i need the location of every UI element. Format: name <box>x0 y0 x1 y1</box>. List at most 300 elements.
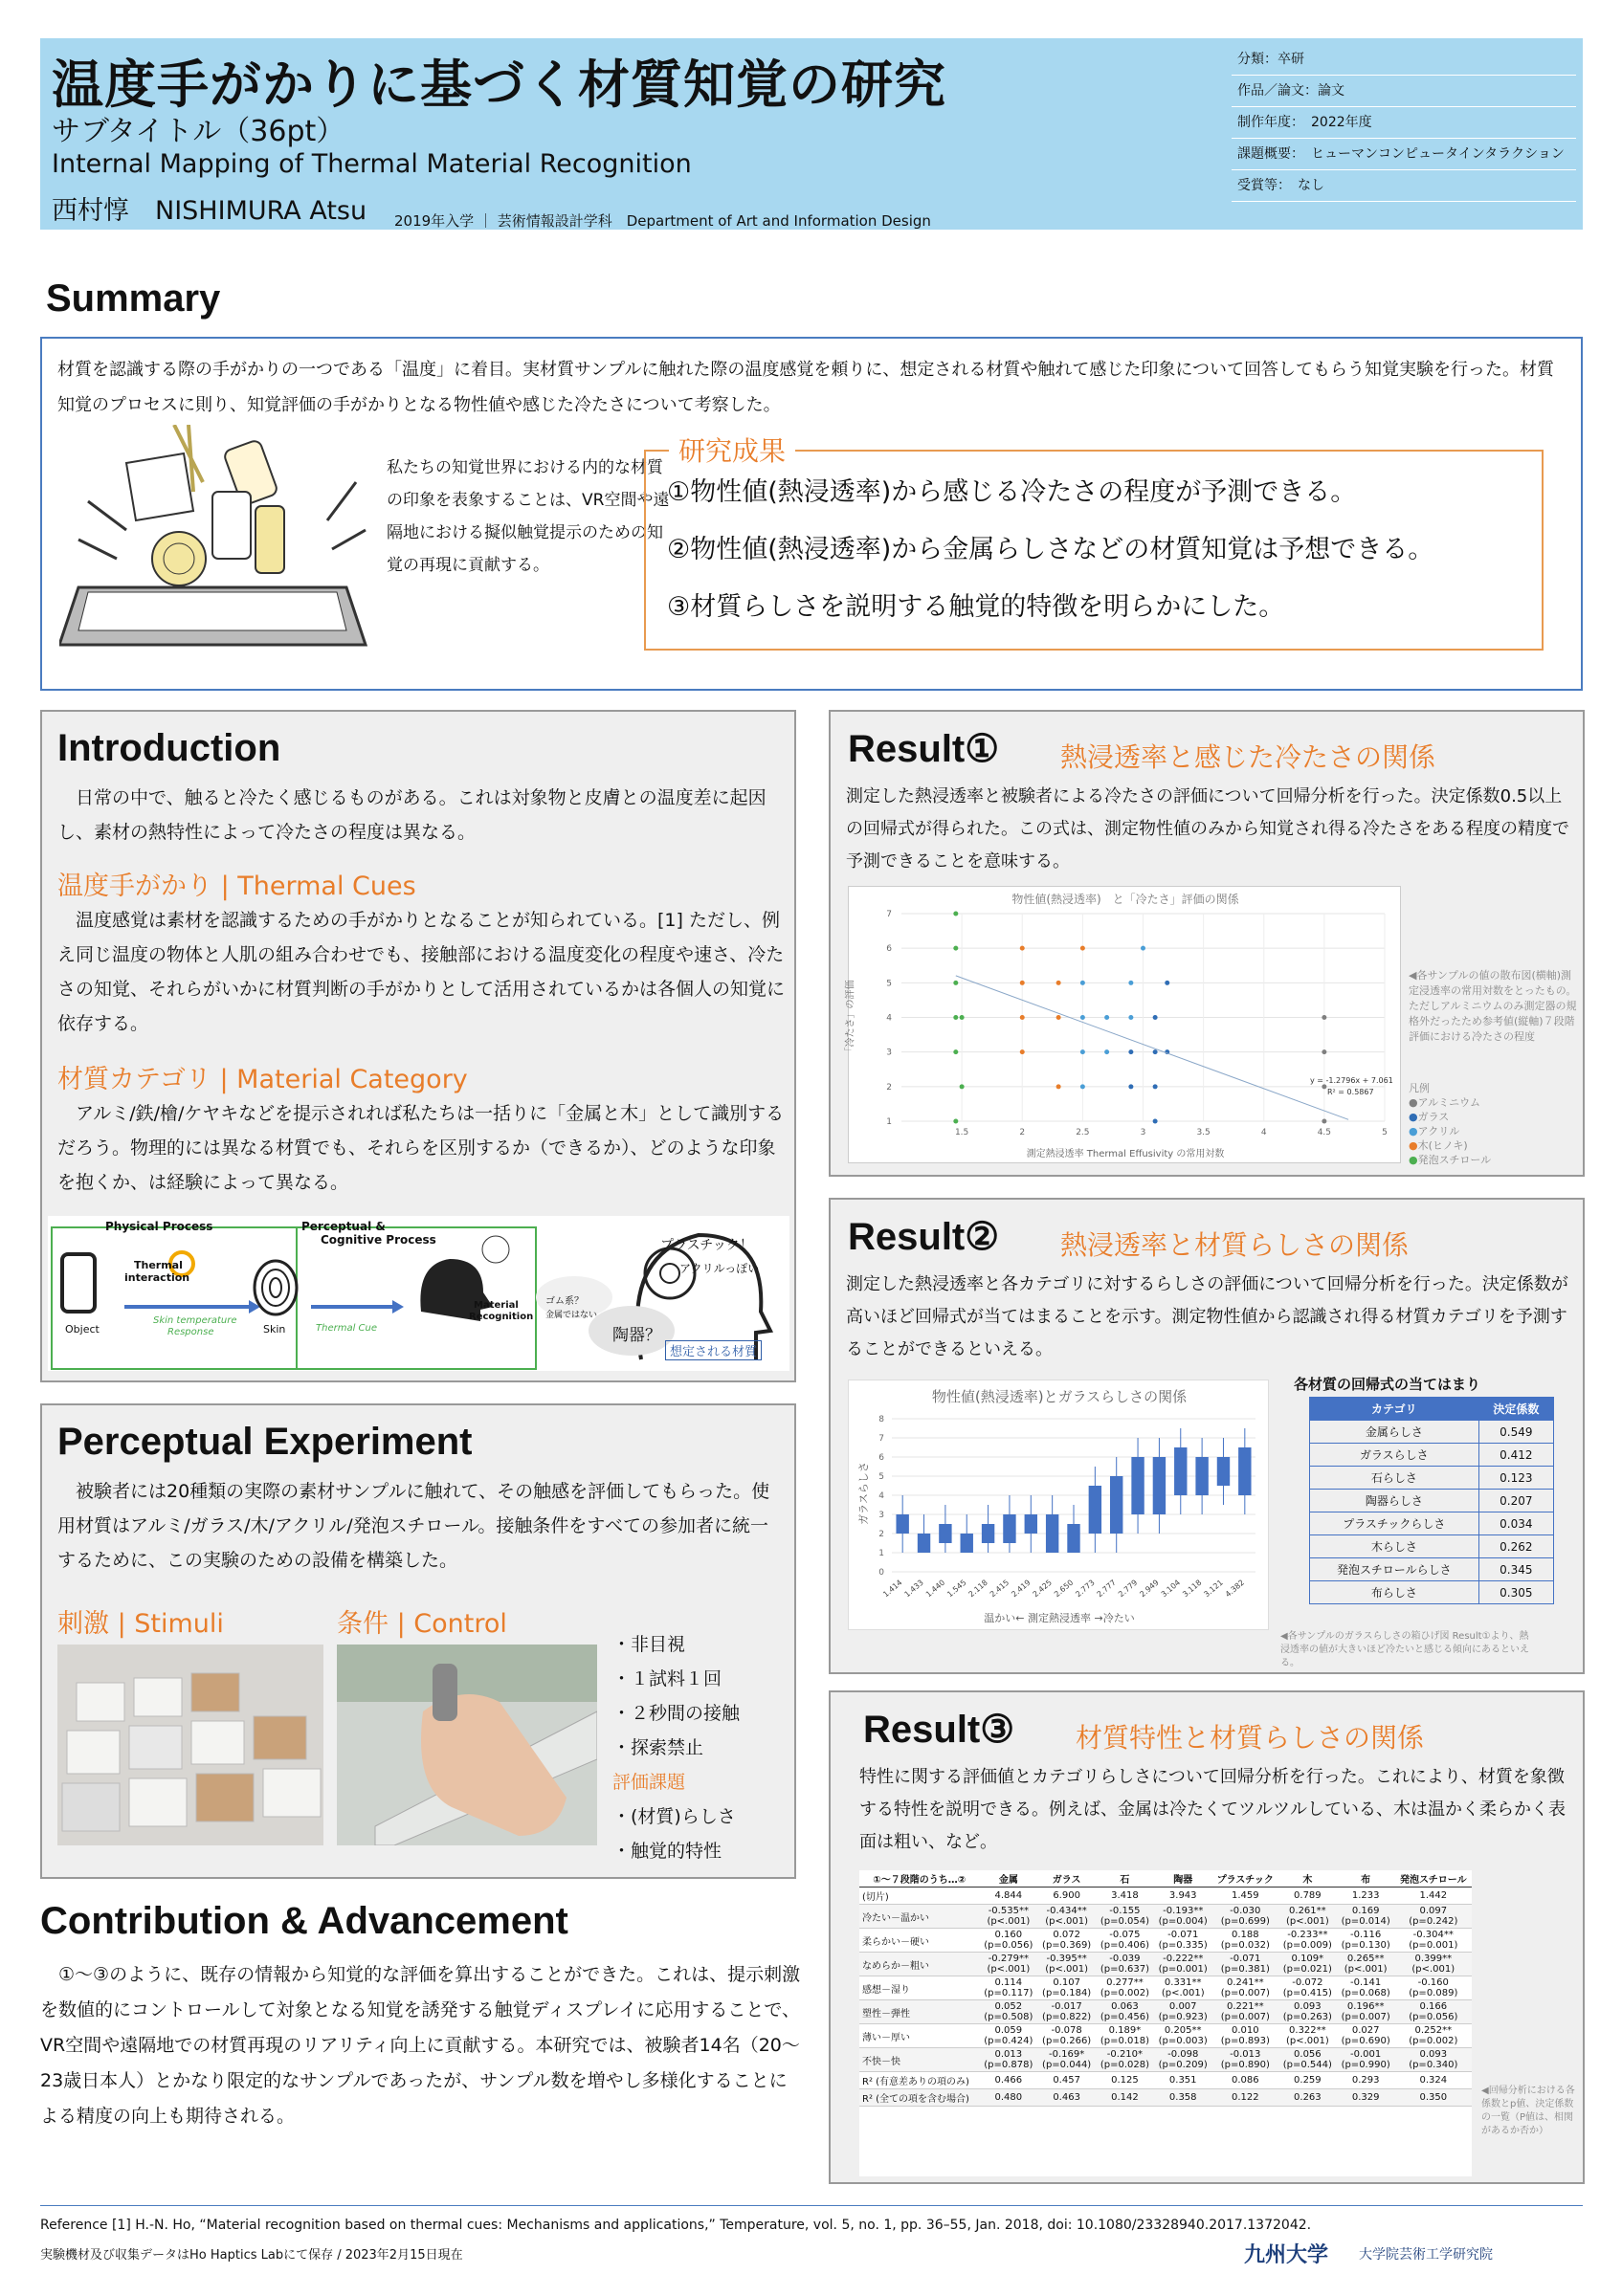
regression-cell: 0.166 (p=0.056) <box>1395 2000 1472 2024</box>
result3-panel <box>829 1690 1585 2184</box>
result1-title: Result① <box>848 728 1000 770</box>
scatter-point <box>1141 946 1145 951</box>
scatter-xtick: 2 <box>1019 1128 1026 1137</box>
regression-row-label: 不快－快 <box>859 2048 979 2072</box>
box-ytick: 7 <box>878 1434 884 1444</box>
box-rect <box>896 1514 908 1534</box>
fit-table-category: プラスチックらしさ <box>1310 1512 1479 1535</box>
box-rect <box>1238 1447 1251 1495</box>
regression-cell: 0.059 (p=0.424) <box>979 2024 1037 2048</box>
regression-cell: 0.196** (p=0.007) <box>1337 2000 1395 2024</box>
scatter-point <box>1322 1084 1326 1089</box>
control-item-4: ・探索禁止 <box>612 1737 704 1758</box>
materials-illustration <box>59 425 385 654</box>
legend-item-wood: ●木(ヒノキ) <box>1409 1139 1468 1152</box>
regression-cell: 0.457 <box>1037 2072 1096 2089</box>
regression-cell: -0.078 (p=0.266) <box>1037 2024 1096 2048</box>
box-rect <box>939 1524 951 1543</box>
regression-cell: 0.052 (p=0.508) <box>979 2000 1037 2024</box>
legend-item-styrofoam: ●発泡スチロール <box>1409 1154 1492 1166</box>
kyushu-logo: 九州大学 <box>1244 2243 1329 2267</box>
box-rect <box>982 1524 994 1543</box>
box-rect <box>1217 1457 1230 1486</box>
regression-cell: 0.093 (p=0.340) <box>1395 2048 1472 2072</box>
perceptual-label: Perceptual & <box>301 1220 386 1233</box>
box-ytick: 4 <box>878 1491 884 1501</box>
scatter-point <box>1153 1119 1158 1124</box>
regression-cell: 0.013 (p=0.878) <box>979 2048 1037 2072</box>
material-category-heading: 材質カテゴリ | Material Category <box>57 1065 468 1094</box>
scatter-xtick: 4 <box>1260 1128 1267 1137</box>
regression-cell: 0.125 <box>1096 2072 1154 2089</box>
regression-cell: 0.142 <box>1096 2089 1154 2107</box>
box-xtick: 2.773 <box>1074 1578 1097 1600</box>
regression-cell: -0.075 (p=0.406) <box>1096 1929 1154 1953</box>
assumed-material-label: 想定される材質 <box>665 1340 762 1360</box>
scatter-point <box>1080 1049 1085 1054</box>
fit-table-head-category: カテゴリ <box>1310 1398 1479 1421</box>
finding-1: ①物性値(熱浸透率)から感じる冷たさの程度が予測できる。 <box>667 477 1357 507</box>
scatter-point <box>1128 1084 1133 1089</box>
scatter-point <box>1020 1049 1025 1054</box>
eval-item-2: ・触覚的特性 <box>612 1841 722 1862</box>
regression-table-header <box>859 1870 1472 1888</box>
control-item-3: ・２秒間の接触 <box>612 1703 741 1724</box>
box-xtick: 3.104 <box>1159 1578 1183 1600</box>
scatter-point <box>960 1015 965 1020</box>
box-xtick: 1.545 <box>945 1578 968 1600</box>
box-ytick: 5 <box>878 1472 884 1482</box>
scatter-xtick: 3 <box>1140 1128 1146 1137</box>
scatter-r2: R² = 0.5867 <box>1327 1088 1374 1096</box>
control-photo <box>337 1645 597 1845</box>
regression-cell: 0.252** (p=0.002) <box>1395 2024 1472 2048</box>
gomu-guess: ゴム系？ <box>545 1296 584 1307</box>
regression-cell: -0.304** (p=0.001) <box>1395 1929 1472 1953</box>
interaction-label: interaction <box>124 1271 190 1284</box>
box-ytick: 8 <box>878 1415 884 1424</box>
metal-guess: 金属ではない <box>545 1311 598 1320</box>
box-ylabel: ガラスらしさ <box>856 1462 870 1525</box>
regression-cell: 0.463 <box>1037 2089 1096 2107</box>
regression-cell: 4.844 <box>979 1888 1037 1905</box>
regression-cell: 0.261** (p<.001) <box>1278 1905 1337 1929</box>
cognitive-label: Cognitive Process <box>321 1233 436 1247</box>
regression-cell: 0.072 (p=0.369) <box>1037 1929 1096 1953</box>
regression-cell: 0.122 <box>1212 2089 1278 2107</box>
result3-title: Result③ <box>863 1709 1015 1751</box>
result1-paragraph: 測定した熱浸透率と被験者による冷たさの評価について回帰分析を行った。決定係数0.5以上の回帰式が得られた。この式は、測定物性値のみから知覚され得る冷たさをある程度の精度で予測できることを意味する。 <box>846 786 1569 872</box>
regression-cell: 1.233 <box>1337 1888 1395 1905</box>
regression-table-row <box>859 2089 1472 2107</box>
regression-cell: 0.160 (p=0.056) <box>979 1929 1037 1953</box>
control-list <box>612 1627 740 1868</box>
physical-process-label: Physical Process <box>105 1220 213 1233</box>
meta-category: 分類：卒研 <box>1232 44 1576 76</box>
findings-box <box>644 435 1544 651</box>
regression-cell: 0.277** (p=0.002) <box>1096 1976 1154 2000</box>
regression-cell: -0.155 (p=0.054) <box>1096 1905 1154 1929</box>
object-label: Object <box>65 1323 100 1336</box>
regression-cell: 0.114 (p=0.117) <box>979 1976 1037 2000</box>
scatter-point <box>1128 1049 1133 1054</box>
footer-note: 実験機材及び収集データはHo Haptics Labにて保存 / 2023年2月15日現在 <box>40 2248 463 2263</box>
fit-table-category: 石らしさ <box>1310 1467 1479 1490</box>
thermal-cue-label: Thermal Cue <box>316 1323 378 1334</box>
box-ytick: 0 <box>878 1568 884 1578</box>
scatter-ytick: 4 <box>886 1013 892 1024</box>
regression-cell: -0.030 (p=0.699) <box>1212 1905 1278 1929</box>
experiment-paragraph: 被験者には20種類の実際の素材サンプルに触れて、その触感を評価してもらった。使用材質はアルミ/ガラス/木/アクリル/発泡スチロール。接触条件をすべての参加者に統一するために、この実験のための設備を構築した。 <box>57 1481 770 1571</box>
intro-heading: Introduction <box>57 727 281 769</box>
result3-note: ◀回帰分析における各係数とp値、決定係数の一覧（P値は、相関があるか否か） <box>1481 2086 1575 2136</box>
box-xtick: 2.779 <box>1117 1578 1140 1600</box>
regression-cell: 0.093 (p=0.263) <box>1278 2000 1337 2024</box>
scatter-point <box>1322 1015 1326 1020</box>
footer-divider <box>40 2205 1583 2206</box>
plastic-guess: プラスチック！ <box>660 1238 753 1253</box>
scatter-xtick: 1.5 <box>954 1128 969 1137</box>
regression-cell: 0.322** (p<.001) <box>1278 2024 1337 2048</box>
box-rect <box>1110 1476 1122 1534</box>
scatter-point <box>1322 1049 1326 1054</box>
regression-cell: 0.063 (p=0.456) <box>1096 2000 1154 2024</box>
legend-item-glass: ●ガラス <box>1409 1111 1450 1123</box>
regression-cell: -0.535** (p<.001) <box>979 1905 1037 1929</box>
thermal-cues-heading: 温度手がかり | Thermal Cues <box>57 872 416 901</box>
finding-3: ③材質らしさを説明する触覚的特徴を明らかにした。 <box>667 592 1285 622</box>
box-chart-frame <box>848 1380 1269 1630</box>
contribution-paragraph: ①〜③のように、既存の情報から知覚的な評価を算出することができた。これは、提示刺激を数値的にコントロールして対象となる知覚を誘発する触覚ディスプレイに応用することで、VR空間や遠隔地での材質再現のリアリティ向上に貢献する。本研究では、被験者14名（20〜23歳日本人）とかなり限定的なサンプルであったが、サンプル数を増やし多様化することによる精度の向上も期待される。 <box>40 1964 801 2127</box>
skin-temp-label: Skin temperature <box>153 1315 237 1326</box>
regression-cell: -0.233** (p=0.009) <box>1278 1929 1337 1953</box>
regression-cell: -0.072 (p=0.415) <box>1278 1976 1337 2000</box>
scatter-chart-frame <box>845 886 1401 1163</box>
scatter-point <box>1080 1084 1085 1089</box>
scatter-point <box>1104 1015 1109 1020</box>
regression-cell: -0.071 (p=0.381) <box>1212 1953 1278 1976</box>
intro-paragraph-1: 日常の中で、触ると冷たく感じるものがある。これは対象物と皮膚との温度差に起因し、素材の熱特性によって冷たさの程度は異なる。 <box>57 787 767 843</box>
regression-cell: 0.350 <box>1395 2089 1472 2107</box>
fit-table-value: 0.345 <box>1478 1558 1553 1581</box>
scatter-point <box>1153 1015 1158 1020</box>
regression-cell: 1.459 <box>1212 1888 1278 1905</box>
box-rect <box>918 1534 930 1553</box>
box-xtick: 2.777 <box>1095 1578 1118 1600</box>
finding-2: ②物性値(熱浸透率)から金属らしさなどの材質知覚は予想できる。 <box>667 535 1434 564</box>
box-xtick: 4.382 <box>1223 1578 1247 1600</box>
scatter-plot <box>849 887 1402 1164</box>
scatter-point <box>1104 1049 1109 1054</box>
regression-cell: 0.205** (p=0.003) <box>1154 2024 1212 2048</box>
regression-table-row <box>859 1953 1472 1976</box>
page-title: 温度手がかりに基づく材質知覚の研究 <box>52 55 946 115</box>
fit-table-title: 各材質の回帰式の当てはまり <box>1294 1376 1481 1393</box>
eval-item-1: ・(材質)らしさ <box>612 1806 736 1827</box>
ceramic-guess: 陶器？ <box>612 1326 661 1345</box>
scatter-point <box>953 912 958 916</box>
meta-type: 作品／論文：論文 <box>1232 76 1576 107</box>
scatter-point <box>1128 1015 1133 1020</box>
regression-row-label: 塑性－弾性 <box>859 2000 979 2024</box>
material-label: Material <box>474 1300 519 1311</box>
intro-paragraph-3: アルミ/鉄/檜/ケヤキなどを提示されれば私たちは一括りに「金属と木」として識別するだろう。物理的には異なる材質でも、それらを区別するか（できるか）、どのような印象を抱くか、は経験によって異なる。 <box>57 1103 785 1193</box>
legend-title: 凡例 <box>1409 1082 1430 1094</box>
regression-col-head: プラスチック <box>1212 1870 1278 1888</box>
box-xtick: 2.118 <box>967 1578 989 1600</box>
scatter-point <box>1153 1049 1158 1054</box>
regression-table-frame <box>859 1870 1472 2176</box>
regression-cell: 1.442 <box>1395 1888 1472 1905</box>
regression-table-row <box>859 2024 1472 2048</box>
fit-table-value: 0.412 <box>1478 1444 1553 1467</box>
fit-table-category: ガラスらしさ <box>1310 1444 1479 1467</box>
regression-cell: 0.241** (p=0.007) <box>1212 1976 1278 2000</box>
regression-cell: 0.109* (p=0.021) <box>1278 1953 1337 1976</box>
result2-note: ◀各サンプルのガラスらしさの箱ひげ図 Result①より、熱浸透率の値が大きいほど冷たいと感じる傾向にあるといえる。 <box>1280 1631 1529 1668</box>
box-xtick: 2.419 <box>1010 1578 1033 1600</box>
result2-paragraph: 測定した熱浸透率と各カテゴリに対するらしさの評価について回帰分析を行った。決定係数が高いほど回帰式が当てはまることを示す。測定物性値から認識され得る材質カテゴリを予測することができるといえる。 <box>846 1274 1568 1359</box>
scatter-point <box>1080 946 1085 951</box>
box-xtick: 2.425 <box>1031 1578 1054 1600</box>
regression-cell: 0.010 (p=0.893) <box>1212 2024 1278 2048</box>
scatter-ytick: 3 <box>886 1048 892 1058</box>
fit-table-row <box>1310 1512 1554 1535</box>
scatter-point <box>953 946 958 951</box>
regression-cell: 0.107 (p=0.184) <box>1037 1976 1096 2000</box>
scatter-ytick: 1 <box>886 1117 892 1127</box>
box-rect <box>1089 1486 1101 1534</box>
scatter-point <box>1165 981 1169 985</box>
regression-table-row <box>859 2000 1472 2024</box>
box-plot <box>849 1380 1270 1631</box>
regression-table-row <box>859 2048 1472 2072</box>
box-rect <box>1153 1457 1166 1514</box>
scatter-xtick: 4.5 <box>1317 1128 1332 1137</box>
regression-cell: -0.017 (p=0.822) <box>1037 2000 1096 2024</box>
intro-panel <box>40 710 796 1382</box>
summary-body: 材質を認識する際の手がかりの一つである「温度」に着目。実材質サンプルに触れた際の温度感覚を頼りに、想定される材質や触れて感じた印象について回答してもらう知覚実験を行った。材質知覚のプロセスに則り、知覚評価の手がかりとなる物性値や感じた冷たさについて考察した。 <box>57 360 1555 415</box>
fit-table-row <box>1310 1558 1554 1581</box>
regression-cell: -0.071 (p=0.335) <box>1154 1929 1212 1953</box>
result1-panel <box>829 710 1585 1177</box>
scatter-point <box>1056 1015 1061 1020</box>
result3-paragraph: 特性に関する評価値とカテゴリらしさについて回帰分析を行った。これにより、材質を象徴する特性を説明できる。例えば、金属は冷たくてツルツルしている、木は温かく柔らかく表面は粗い、など。 <box>859 1767 1566 1852</box>
process-diagram <box>48 1216 789 1371</box>
regression-cell: -0.098 (p=0.209) <box>1154 2048 1212 2072</box>
box-rect <box>1131 1457 1144 1514</box>
regression-row-label: 冷たい－温かい <box>859 1905 979 1929</box>
regression-cell: -0.039 (p=0.637) <box>1096 1953 1154 1976</box>
regression-col-head: 布 <box>1337 1870 1395 1888</box>
fit-table-category: 発泡スチロールらしさ <box>1310 1558 1479 1581</box>
scatter-point <box>1080 1015 1085 1020</box>
summary-heading: Summary <box>46 277 221 320</box>
fit-table-value: 0.305 <box>1478 1581 1553 1604</box>
fit-table-row <box>1310 1444 1554 1467</box>
scatter-point <box>1128 981 1133 985</box>
regression-cell: 6.900 <box>1037 1888 1096 1905</box>
box-ytick: 3 <box>878 1511 884 1520</box>
acryl-guess: アクリルっぽい <box>679 1262 760 1275</box>
faculty-logo: 大学院芸術工学研究院 <box>1359 2247 1493 2263</box>
scatter-ytick: 6 <box>886 944 892 955</box>
regression-cell: -0.193** (p=0.004) <box>1154 1905 1212 1929</box>
legend-item-aluminum: ●アルミニウム <box>1409 1096 1481 1109</box>
regression-cell: 0.358 <box>1154 2089 1212 2107</box>
skin-label: Skin <box>263 1323 286 1336</box>
regression-cell: -0.001 (p=0.990) <box>1337 2048 1395 2072</box>
meta-topic: 課題概要： ヒューマンコンピュータインタラクション <box>1232 139 1576 170</box>
regression-cell: 0.399** (p<.001) <box>1395 1953 1472 1976</box>
scatter-ytick: 5 <box>886 979 892 989</box>
regression-cell: 0.265** (p<.001) <box>1337 1953 1395 1976</box>
result1-subtitle: 熱浸透率と感じた冷たさの関係 <box>1060 741 1436 773</box>
regression-cell: 3.418 <box>1096 1888 1154 1905</box>
fit-table-row <box>1310 1490 1554 1512</box>
regression-table-row <box>859 1929 1472 1953</box>
scatter-xtick: 3.5 <box>1196 1128 1211 1137</box>
author-name: 西村惇 NISHIMURA Atsu <box>52 196 367 226</box>
regression-cell: 0.331** (p<.001) <box>1154 1976 1212 2000</box>
box-rect <box>1046 1514 1058 1553</box>
regression-cell: -0.434** (p<.001) <box>1037 1905 1096 1929</box>
english-title: Internal Mapping of Thermal Material Recognition <box>52 149 692 179</box>
meta-award: 受賞等： なし <box>1232 170 1576 202</box>
thermal-label: Thermal <box>134 1259 183 1271</box>
regression-cell: -0.160 (p=0.089) <box>1395 1976 1472 2000</box>
scatter-ytick: 7 <box>886 910 892 919</box>
scatter-legend <box>1409 1081 1491 1167</box>
control-heading: 条件 | Control <box>337 1609 507 1639</box>
fit-table-category: 陶器らしさ <box>1310 1490 1479 1512</box>
scatter-ylabel: 「冷たさ」の評価 <box>845 980 856 1057</box>
regression-col-head: 木 <box>1278 1870 1337 1888</box>
regression-cell: -0.279** (p<.001) <box>979 1953 1037 1976</box>
box-rect <box>1067 1524 1079 1553</box>
scatter-point <box>953 1015 958 1020</box>
fit-table-row <box>1310 1467 1554 1490</box>
box-xlabel: 温かい← 測定熱浸透率 →冷たい <box>984 1612 1135 1624</box>
scatter-point <box>1056 981 1061 985</box>
scatter-point <box>1020 1015 1025 1020</box>
fit-table-category: 木らしさ <box>1310 1535 1479 1558</box>
summary-side-text: 私たちの知覚世界における内的な材質の印象を表象することは、VR空間や遠隔地における擬似触覚提示のための知覚の再現に貢献する。 <box>387 458 670 575</box>
box-rect <box>961 1534 973 1553</box>
scatter-point <box>1020 946 1025 951</box>
regression-row-label: なめらか－粗い <box>859 1953 979 1976</box>
regression-row-label: R² (有意差ありの項のみ) <box>859 2072 979 2089</box>
regression-cell: -0.141 (p=0.068) <box>1337 1976 1395 2000</box>
box-rect <box>1174 1447 1187 1495</box>
regression-cell: 0.097 (p=0.242) <box>1395 1905 1472 1929</box>
regression-col-head: 発泡スチロール <box>1395 1870 1472 1888</box>
box-xtick: 1.433 <box>902 1578 925 1600</box>
scatter-point <box>1153 1084 1158 1089</box>
contribution-heading: Contribution & Advancement <box>40 1900 568 1942</box>
regression-cell: 3.943 <box>1154 1888 1212 1905</box>
scatter-point <box>1020 981 1025 985</box>
regression-cell: 0.056 (p=0.544) <box>1278 2048 1337 2072</box>
regression-row-label: 感想－湿り <box>859 1976 979 2000</box>
scatter-regression: y = -1.2796x + 7.061 <box>1310 1076 1393 1085</box>
fit-table-value: 0.549 <box>1478 1421 1553 1444</box>
regression-row-label: R² (全ての項を含む場合) <box>859 2089 979 2107</box>
regression-cell: -0.116 (p=0.130) <box>1337 1929 1395 1953</box>
regression-cell: 0.351 <box>1154 2072 1212 2089</box>
regression-cell: 0.188 (p=0.032) <box>1212 1929 1278 1953</box>
fit-table-category: 布らしさ <box>1310 1581 1479 1604</box>
scatter-title: 物性値(熱浸透率) と「冷たさ」評価の関係 <box>1011 893 1239 906</box>
fit-table-value: 0.123 <box>1478 1467 1553 1490</box>
regression-cell: -0.013 (p=0.890) <box>1212 2048 1278 2072</box>
regression-cell: 0.329 <box>1337 2089 1395 2107</box>
regression-cell: 0.169 (p=0.014) <box>1337 1905 1395 1929</box>
box-ytick: 1 <box>878 1549 884 1558</box>
regression-col-head: 陶器 <box>1154 1870 1212 1888</box>
scatter-point <box>1056 1084 1061 1089</box>
regression-table-row <box>859 1888 1472 1905</box>
regression-cell: 0.480 <box>979 2089 1037 2107</box>
result1-note: ◀各サンプルの値の散布図(横軸)測定浸透率の常用対数をとったもの。ただしアルミニウムのみ測定器の規格外だったため参考値(縦軸)７段階評価における冷たさの程度 <box>1409 969 1577 1043</box>
scatter-point <box>1322 1119 1326 1124</box>
regression-cell: -0.169* (p=0.044) <box>1037 2048 1096 2072</box>
fit-table-head-r2: 決定係数 <box>1478 1398 1553 1421</box>
response-label: Response <box>167 1327 214 1337</box>
box-xtick: 3.121 <box>1202 1578 1225 1600</box>
box-rect <box>1195 1457 1208 1495</box>
regression-row-label: 薄い－厚い <box>859 2024 979 2048</box>
header-band <box>40 38 1583 230</box>
regression-cell: -0.222** (p=0.001) <box>1154 1953 1212 1976</box>
regression-cell: 0.789 <box>1278 1888 1337 1905</box>
regression-cell: 0.221** (p=0.007) <box>1212 2000 1278 2024</box>
fit-table-value: 0.262 <box>1478 1535 1553 1558</box>
regression-cell: 0.293 <box>1337 2072 1395 2089</box>
regression-col-head: ①〜７段階のうち…② <box>859 1870 979 1888</box>
box-xtick: 3.118 <box>1181 1578 1204 1600</box>
scatter-point <box>960 1084 965 1089</box>
regression-col-head: 石 <box>1096 1870 1154 1888</box>
regression-cell: 0.086 <box>1212 2072 1278 2089</box>
fit-table-row <box>1310 1581 1554 1604</box>
box-rect <box>1025 1514 1037 1534</box>
regression-cell: 0.189* (p=0.018) <box>1096 2024 1154 2048</box>
regression-cell: 0.007 (p=0.923) <box>1154 2000 1212 2024</box>
fit-table-value: 0.034 <box>1478 1512 1553 1535</box>
control-item-2: ・１試料１回 <box>612 1668 722 1689</box>
box-title: 物性値(熱浸透率)とガラスらしさの関係 <box>931 1388 1188 1405</box>
fit-table-value: 0.207 <box>1478 1490 1553 1512</box>
box-xtick: 2.650 <box>1052 1578 1076 1600</box>
regression-table <box>859 1870 1472 2107</box>
box-xtick: 1.440 <box>923 1578 947 1600</box>
stimuli-photo <box>57 1645 323 1845</box>
regression-cell: 0.324 <box>1395 2072 1472 2089</box>
regression-cell: -0.210* (p=0.028) <box>1096 2048 1154 2072</box>
experiment-panel <box>40 1403 796 1879</box>
control-item-1: ・非目視 <box>612 1634 686 1655</box>
meta-year: 制作年度： 2022年度 <box>1232 107 1576 139</box>
page-subtitle: サブタイトル（36pt） <box>52 115 345 148</box>
regression-table-row <box>859 1976 1472 2000</box>
box-xtick: 1.414 <box>881 1578 904 1600</box>
regression-col-head: ガラス <box>1037 1870 1096 1888</box>
legend-item-acryl: ●アクリル <box>1409 1125 1460 1137</box>
regression-row-label: (切片) <box>859 1888 979 1905</box>
regression-cell: 0.027 (p=0.690) <box>1337 2024 1395 2048</box>
result2-panel <box>829 1198 1585 1674</box>
